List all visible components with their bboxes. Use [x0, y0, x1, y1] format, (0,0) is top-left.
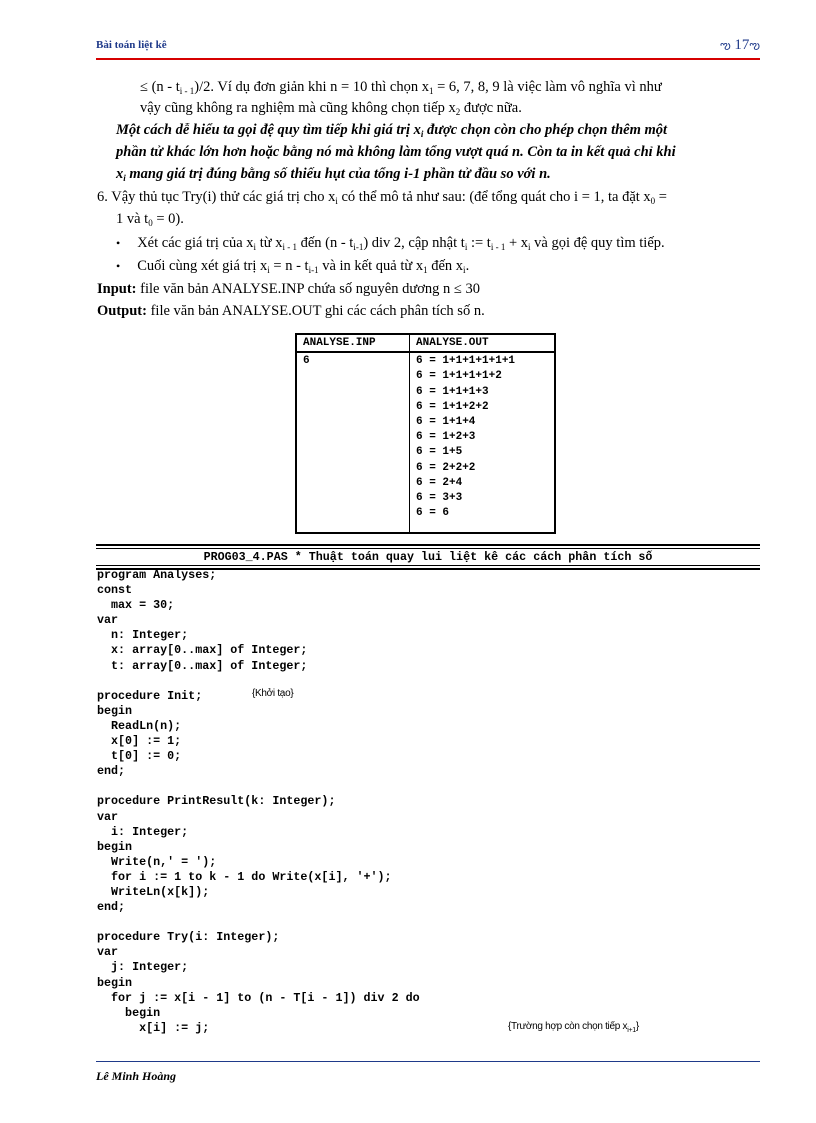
output-line: 6 = 1+2+3 — [416, 431, 476, 444]
paragraph-line: ≤ $(n - t_{i - 1})/2$. Ví dụ đơn giản khi n = 10 thì chọn $x_1 = 6$, 7, 8, 9 là việc làm vô nghĩa vì như — [140, 79, 662, 96]
code-line: end; — [97, 900, 126, 915]
comment-try: {Trường hợp còn chọn tiếp $x_{i+1}$} — [508, 1021, 639, 1034]
code-line: x[i] := j; — [97, 1020, 210, 1035]
bullet-icon: • — [116, 236, 121, 250]
output-line: 6 = 1+5 — [416, 446, 463, 459]
code-line: const — [97, 583, 133, 598]
code-line: i: Integer; — [97, 824, 189, 839]
output-line: 6 = 1+1+1+1+2 — [416, 370, 502, 383]
ornament-left-icon: ఌ — [720, 38, 731, 52]
output-line: 6 = 1+1+4 — [416, 416, 476, 429]
output-line: 6 = 3+3 — [416, 492, 463, 505]
bullet-icon: • — [116, 259, 121, 273]
code-line: var — [97, 945, 119, 960]
code-line: ReadLn(n); — [97, 718, 182, 733]
code-line: procedure Init; — [97, 688, 203, 703]
code-line: x[0] := 1; — [97, 734, 182, 749]
code-line: begin — [97, 975, 133, 990]
code-line: begin — [97, 839, 133, 854]
numbered-item-6-cont: 1 và $t_0 = 0$). — [116, 211, 184, 228]
output-line: 6 = 2+4 — [416, 476, 463, 489]
output-line: 6 = 1+1+1+3 — [416, 385, 489, 398]
emphasis-line: phần tử khác lớn hơn hoặc bằng nó mà không làm tổng vượt quá n. Còn ta in kết quả chỉ khi — [116, 144, 676, 160]
page-number-value: 17 — [734, 37, 750, 53]
code-line: Write(n,' = '); — [97, 854, 217, 869]
code-line: max = 30; — [97, 598, 175, 613]
code-line — [97, 779, 420, 794]
input-spec: Input: file văn bản ANALYSE.INP chứa số nguyên dương n ≤ 30 — [97, 281, 480, 297]
header-rule — [96, 58, 760, 60]
program-rule-top-thin — [96, 548, 760, 549]
code-line: x: array[0..max] of Integer; — [97, 643, 308, 658]
output-line: 6 = 6 — [416, 507, 450, 520]
program-title: PROG03_4.PAS * Thuật toán quay lui liệt kê các cách phân tích số — [203, 550, 653, 564]
numbered-item-6: 6. Vậy thủ tục Try(i) thử các giá trị cho $x_i$ có thể mô tả như sau: (để tổng quát cho i = 1, ta đặt $x_0$ = — [97, 189, 667, 206]
page-number — [720, 37, 760, 55]
input-cell: 6 — [296, 352, 410, 533]
table-header-output: ANALYSE.OUT — [410, 334, 556, 352]
code-line: procedure PrintResult(k: Integer); — [97, 794, 336, 809]
output-cell — [410, 352, 556, 533]
footer-rule — [96, 1061, 760, 1062]
paragraph-line: vậy cũng không ra nghiệm mà cũng không chọn tiếp $x_2$ được nữa. — [140, 100, 522, 117]
code-line: begin — [97, 703, 133, 718]
program-rule-top — [96, 544, 760, 546]
code-line — [97, 674, 420, 689]
code-line: var — [97, 613, 119, 628]
output-spec: Output: file văn bản ANALYSE.OUT ghi các cách phân tích số n. — [97, 303, 485, 319]
code-line: for j := x[i - 1] to (n - T[i - 1]) div 2 do — [97, 990, 420, 1005]
code-line: program Analyses; — [97, 568, 217, 582]
code-line: t: array[0..max] of Integer; — [97, 658, 308, 673]
code-line: t[0] := 0; — [97, 749, 182, 764]
program-rule-bottom-thin — [96, 565, 760, 566]
code-line: procedure Try(i: Integer); — [97, 930, 280, 945]
code-line — [97, 915, 420, 930]
code-line: j: Integer; — [97, 960, 189, 975]
code-line: var — [97, 809, 119, 824]
code-line: end; — [97, 764, 126, 779]
code-line: for i := 1 to k - 1 do Write(x[i], '+'); — [97, 869, 392, 884]
code-line: begin — [97, 1005, 161, 1020]
output-line: 6 = 1+1+1+1+1+1 — [416, 355, 516, 368]
comment-init: {Khởi tạo} — [252, 688, 294, 699]
code-listing — [97, 568, 420, 1036]
output-line: 6 = 1+1+2+2 — [416, 400, 489, 413]
bullet-item: • Xét các giá trị của $x_i$ từ $x_{i - 1}$ đến $(n - t_{i-1})$ div 2, cập nhật $t_i$ := $t_{i - 1} + x_i$ và gọi đệ quy tìm tiếp. — [116, 235, 665, 252]
running-header-title: Bài toán liệt kê — [96, 39, 167, 51]
code-line: WriteLn(x[k]); — [97, 884, 210, 899]
bullet-item: • Cuối cùng xét giá trị $x_i = n - t_{i-1}$ và in kết quả từ $x_1$ đến $x_i$. — [116, 258, 470, 275]
table-header-input: ANALYSE.INP — [296, 334, 410, 352]
footer-author: Lê Minh Hoàng — [96, 1069, 177, 1083]
code-line: n: Integer; — [97, 628, 189, 643]
emphasis-line: $x_i$ mang giá trị đúng bằng số thiếu hụt của tổng i-1 phần tử đầu so với n. — [116, 166, 551, 183]
ornament-right-icon: ఌ — [749, 38, 760, 52]
emphasis-line: Một cách dễ hiểu ta gọi đệ quy tìm tiếp khi giá trị $x_i$ được chọn còn cho phép chọn thêm một — [116, 122, 668, 139]
output-line: 6 = 2+2+2 — [416, 461, 476, 474]
io-example-table — [295, 333, 556, 534]
